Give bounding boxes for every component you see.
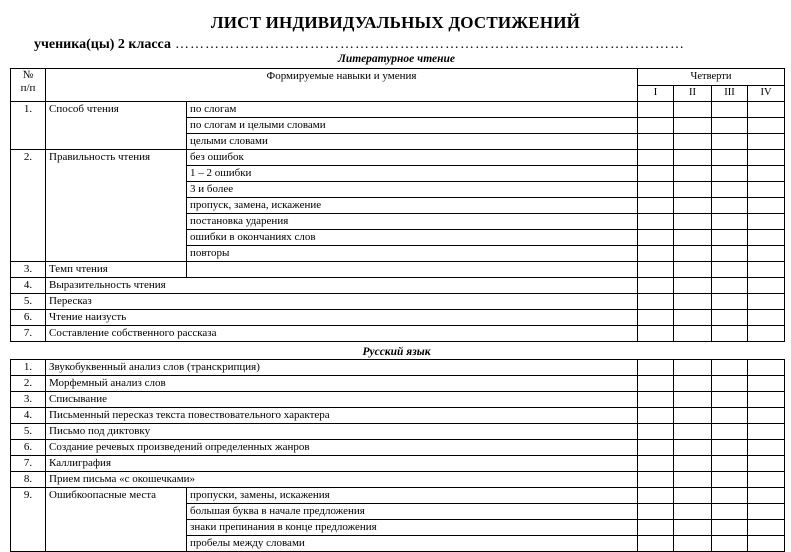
skill-name: Морфемный анализ слов [46,376,638,392]
quarter-cell-4[interactable] [748,536,785,552]
skill-name: Письменный пересказ текста повествовательного характера [46,408,638,424]
row-number: 2. [11,376,46,392]
sub-skill: постановка ударения [187,214,638,230]
quarter-cell-2[interactable] [674,456,712,472]
quarter-cell-4[interactable] [748,294,785,310]
sub-skill: пропуски, замены, искажения [187,488,638,504]
quarter-cell-4[interactable] [748,520,785,536]
skill-name: Составление собственного рассказа [46,326,638,342]
quarter-cell-3[interactable] [712,472,748,488]
skill-name: Ошибкоопасные места [46,488,187,552]
row-number: 8. [11,472,46,488]
table-row [11,392,785,408]
section-title-russian-language: Русский язык [362,346,431,358]
skill-name: Каллиграфия [46,456,638,472]
quarter-cell-2[interactable] [674,182,712,198]
sub-skill: знаки препинания в конце предложения [187,520,638,536]
quarter-cell-4[interactable] [748,118,785,134]
quarter-cell-2[interactable] [674,150,712,166]
quarter-cell-2[interactable] [674,408,712,424]
sub-skill: целыми словами [187,134,638,150]
sub-skill [187,262,638,278]
quarter-cell-4[interactable] [748,392,785,408]
quarter-cell-3[interactable] [712,150,748,166]
quarter-cell-3[interactable] [712,326,748,342]
quarter-cell-2[interactable] [674,198,712,214]
sub-skill: без ошибок [187,150,638,166]
quarter-cell-1[interactable] [638,278,674,294]
row-number: 7. [11,456,46,472]
quarter-cell-3[interactable] [712,376,748,392]
number-header-line2: п/п [20,82,36,94]
quarter-cell-1[interactable] [638,376,674,392]
quarter-cell-1[interactable] [638,408,674,424]
quarter-cell-2[interactable] [674,246,712,262]
quarter-cell-4[interactable] [748,360,785,376]
quarter-cell-4[interactable] [748,262,785,278]
table-row [11,262,785,278]
quarter-cell-2[interactable] [674,230,712,246]
quarter-cell-4[interactable] [748,278,785,294]
sub-skill: ошибки в окончаниях слов [187,230,638,246]
quarter-cell-4[interactable] [748,182,785,198]
row-number: 9. [11,488,46,552]
table-row [11,376,785,392]
quarter-cell-2[interactable] [674,440,712,456]
table-row [11,360,785,376]
quarter-cell-2[interactable] [674,262,712,278]
quarter-cell-3[interactable] [712,392,748,408]
skill-name: Пересказ [46,294,638,310]
quarter-cell-2[interactable] [674,102,712,118]
sub-skill: пропуск, замена, искажение [187,198,638,214]
quarter-cell-3[interactable] [712,504,748,520]
row-number: 2. [11,150,46,262]
skill-name: Письмо под диктовку [46,424,638,440]
quarter-cell-4[interactable] [748,440,785,456]
skill-name: Прием письма «с окошечками» [46,472,638,488]
quarter-cell-1[interactable] [638,472,674,488]
russian-language-table [10,359,785,552]
quarter-cell-4[interactable] [748,310,785,326]
table-row [11,102,785,118]
quarter-cell-1[interactable] [638,230,674,246]
row-number: 1. [11,360,46,376]
quarter-cell-2[interactable] [674,392,712,408]
quarter-cell-3[interactable] [712,488,748,504]
quarter-cell-1[interactable] [638,198,674,214]
quarter-cell-1[interactable] [638,424,674,440]
quarter-cell-3[interactable] [712,182,748,198]
quarter-cell-3[interactable] [712,294,748,310]
quarter-cell-4[interactable] [748,214,785,230]
quarter-cell-1[interactable] [638,262,674,278]
quarter-cell-3[interactable] [712,424,748,440]
table-row [11,278,785,294]
row-number: 4. [11,408,46,424]
quarter-cell-2[interactable] [674,294,712,310]
quarter-cell-1[interactable] [638,294,674,310]
student-label: ученика(цы) 2 класса [34,37,171,52]
quarter-cell-1[interactable] [638,360,674,376]
quarter-cell-3[interactable] [712,536,748,552]
quarter-cell-1[interactable] [638,504,674,520]
quarter-cell-2[interactable] [674,520,712,536]
quarter-cell-2[interactable] [674,118,712,134]
quarter-cell-4[interactable] [748,134,785,150]
quarter-cell-4[interactable] [748,376,785,392]
quarter-cell-2[interactable] [674,424,712,440]
table-row [11,310,785,326]
quarter-cell-1[interactable] [638,166,674,182]
quarter-cell-4[interactable] [748,102,785,118]
quarter-header-4: IV [748,86,785,102]
table-row [11,456,785,472]
quarter-cell-4[interactable] [748,456,785,472]
quarter-cell-3[interactable] [712,440,748,456]
table-row [11,488,785,504]
table-row [11,150,785,166]
row-number: 5. [11,424,46,440]
quarter-cell-3[interactable] [712,278,748,294]
skills-header: Формируемые навыки и умения [46,69,638,102]
quarter-cell-4[interactable] [748,246,785,262]
quarter-cell-4[interactable] [748,326,785,342]
quarter-cell-3[interactable] [712,214,748,230]
quarter-cell-2[interactable] [674,166,712,182]
quarter-cell-3[interactable] [712,262,748,278]
quarter-cell-1[interactable] [638,488,674,504]
skill-name: Чтение наизусть [46,310,638,326]
quarter-header-2: II [674,86,712,102]
quarter-cell-3[interactable] [712,310,748,326]
quarter-cell-3[interactable] [712,166,748,182]
quarter-cell-3[interactable] [712,118,748,134]
row-number: 6. [11,310,46,326]
skill-name: Правильность чтения [46,150,187,262]
quarter-cell-2[interactable] [674,310,712,326]
quarter-cell-1[interactable] [638,214,674,230]
row-number: 4. [11,278,46,294]
quarter-cell-2[interactable] [674,278,712,294]
quarter-cell-2[interactable] [674,134,712,150]
sub-skill: пробелы между словами [187,536,638,552]
quarter-cell-4[interactable] [748,198,785,214]
quarter-cell-4[interactable] [748,424,785,440]
quarter-cell-4[interactable] [748,166,785,182]
quarter-cell-3[interactable] [712,246,748,262]
sub-skill: по слогам [187,102,638,118]
table-row [11,408,785,424]
row-number: 5. [11,294,46,310]
sub-skill: повторы [187,246,638,262]
quarter-header-1: I [638,86,674,102]
literary-reading-table [10,68,785,342]
quarter-cell-2[interactable] [674,472,712,488]
page-title: ЛИСТ ИНДИВИДУАЛЬНЫХ ДОСТИЖЕНИЙ [210,13,581,32]
quarter-cell-4[interactable] [748,472,785,488]
skill-name: Создание речевых произведений определенных жанров [46,440,638,456]
table-row [11,440,785,456]
skill-name: Списывание [46,392,638,408]
quarter-cell-2[interactable] [674,536,712,552]
quarter-cell-2[interactable] [674,360,712,376]
quarter-header-3: III [712,86,748,102]
row-number: 6. [11,440,46,456]
quarter-cell-4[interactable] [748,488,785,504]
quarter-cell-3[interactable] [712,230,748,246]
sub-skill: 1 – 2 ошибки [187,166,638,182]
quarter-cell-2[interactable] [674,488,712,504]
quarters-header: Четверти [638,69,785,86]
quarter-cell-3[interactable] [712,520,748,536]
quarter-cell-4[interactable] [748,408,785,424]
quarter-cell-3[interactable] [712,456,748,472]
fill-in-dots: ………………………………………………………………………………………… [174,37,685,52]
quarter-cell-2[interactable] [674,326,712,342]
sub-skill: 3 и более [187,182,638,198]
number-header [11,69,46,102]
quarter-cell-1[interactable] [638,392,674,408]
quarter-cell-4[interactable] [748,230,785,246]
number-header-line1: № [22,69,34,81]
row-number: 1. [11,102,46,150]
quarter-cell-1[interactable] [638,246,674,262]
table-row [11,294,785,310]
quarter-cell-2[interactable] [674,504,712,520]
skill-name: Темп чтения [46,262,187,278]
sub-skill: большая буква в начале предложения [187,504,638,520]
quarter-cell-1[interactable] [638,326,674,342]
quarter-cell-3[interactable] [712,360,748,376]
quarter-cell-1[interactable] [638,102,674,118]
row-number: 3. [11,262,46,278]
table-row [11,424,785,440]
quarter-cell-1[interactable] [638,456,674,472]
quarter-cell-1[interactable] [638,520,674,536]
quarter-cell-1[interactable] [638,118,674,134]
quarter-cell-4[interactable] [748,504,785,520]
quarter-cell-3[interactable] [712,198,748,214]
quarter-cell-1[interactable] [638,150,674,166]
section-title-literary-reading: Литературное чтение [338,53,455,65]
row-number: 3. [11,392,46,408]
quarter-cell-1[interactable] [638,310,674,326]
student-line [34,37,685,53]
quarter-cell-2[interactable] [674,376,712,392]
quarter-cell-3[interactable] [712,408,748,424]
quarter-cell-2[interactable] [674,214,712,230]
skill-name: Выразительность чтения [46,278,638,294]
row-number: 7. [11,326,46,342]
quarter-cell-3[interactable] [712,102,748,118]
quarter-cell-4[interactable] [748,150,785,166]
table-row [11,472,785,488]
skill-name: Способ чтения [46,102,187,150]
quarter-cell-1[interactable] [638,182,674,198]
quarter-cell-1[interactable] [638,536,674,552]
quarter-cell-3[interactable] [712,134,748,150]
sub-skill: по слогам и целыми словами [187,118,638,134]
quarter-cell-1[interactable] [638,134,674,150]
quarter-cell-1[interactable] [638,440,674,456]
skill-name: Звукобуквенный анализ слов (транскрипция) [46,360,638,376]
table-row [11,326,785,342]
